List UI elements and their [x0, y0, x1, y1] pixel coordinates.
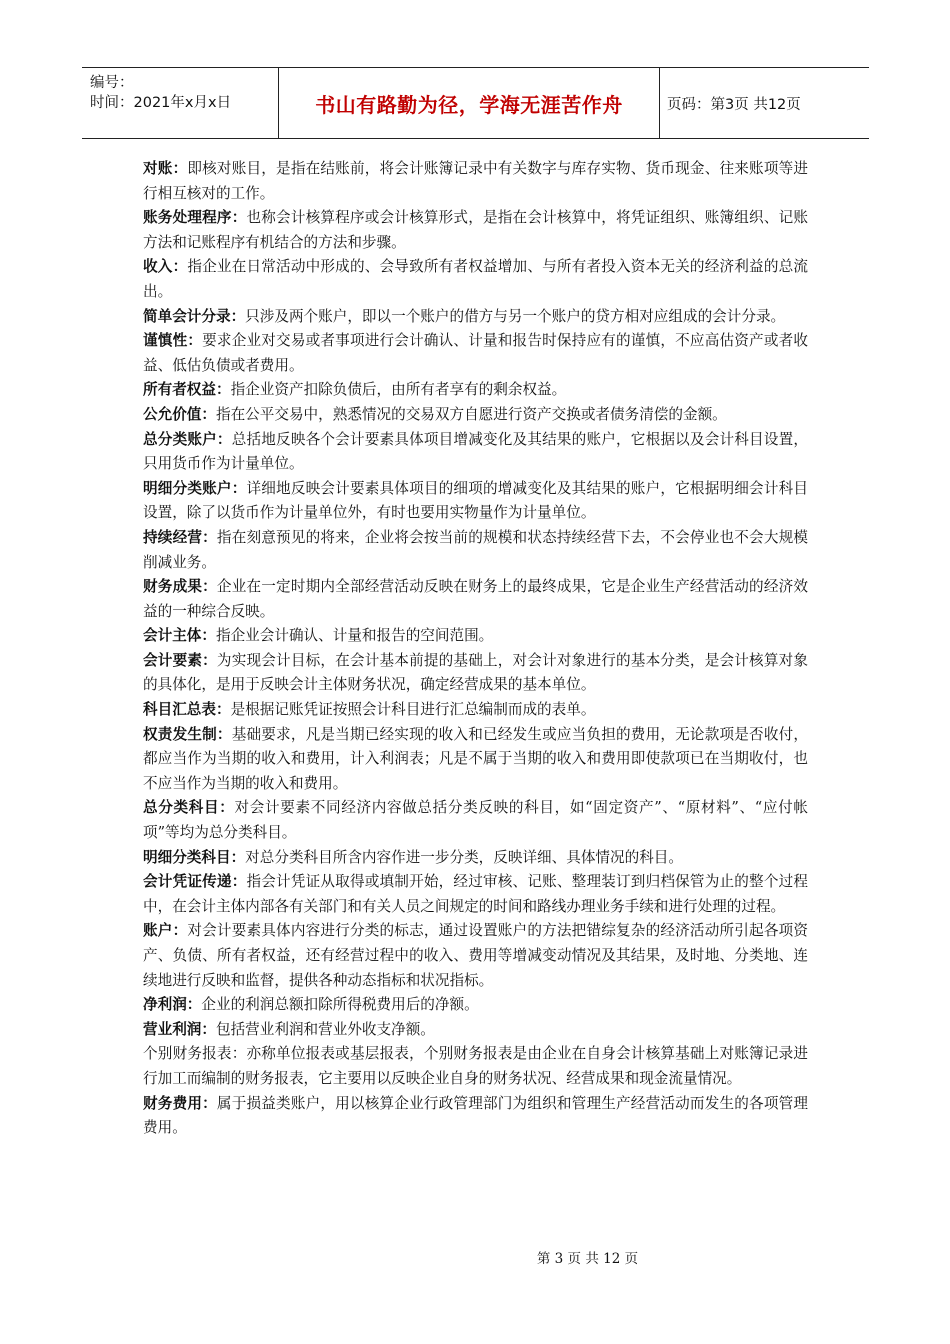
page-footer [0, 1247, 950, 1267]
glossary-entry [143, 796, 808, 845]
glossary-entry [143, 1092, 808, 1141]
footer-page-number: 第 3 页 共 12 页 [536, 1251, 639, 1267]
glossary-entry [143, 403, 808, 428]
glossary-entry [143, 157, 808, 206]
glossary-term: 权责发生制： [143, 725, 232, 743]
glossary-entry [143, 870, 808, 919]
glossary-definition: 总括地反映各个会计要素具体项目增减变化及其结果的账户，它根据以及会计科目设置，只用货币作为计量单位。 [143, 430, 808, 473]
glossary-term: 会计主体： [143, 627, 216, 645]
glossary-definition: 即核对账目，是指在结账前，将会计账簿记录中有关数字与库存实物、货币现金、往来账项等进行相互核对的工作。 [143, 160, 808, 202]
glossary-term: 所有者权益： [143, 381, 231, 399]
glossary-entry [143, 993, 808, 1018]
glossary-definition: 个别财务报表：亦称单位报表或基层报表，个别财务报表是由企业在自身会计核算基础上对账簿记录进行加工而编制的财务报表，它主要用以反映企业自身的财务状况、经营成果和现金流量情况。 [143, 1045, 808, 1087]
glossary-definition: 指在公平交易中，熟悉情况的交易双方自愿进行资产交换或者债务清偿的金额。 [215, 405, 727, 423]
glossary-entry [143, 526, 808, 575]
glossary-definition: 包括营业利润和营业外收支净额。 [215, 1020, 435, 1038]
glossary-entry [143, 1042, 808, 1091]
header-info-cell [82, 68, 278, 138]
glossary-term: 账户： [143, 922, 188, 940]
glossary-entry [143, 649, 808, 698]
glossary-definition: 指会计凭证从取得或填制开始，经过审核、记账、整理装订到归档保管为止的整个过程中，在会计主体内部各有关部门和有关人员之间规定的时间和路线办理业务手续和进行处理的过程。 [143, 873, 808, 915]
glossary-entry [143, 206, 808, 255]
glossary-term: 会计凭证传递： [143, 873, 247, 891]
glossary-definition: 要求企业对交易或者事项进行会计确认、计量和报告时保持应有的谨慎，不应高估资产或者收益、低估负债或者费用。 [143, 332, 808, 374]
glossary-entry [143, 305, 808, 330]
motto-text: 书山有路勤为径，学海无涯苦作舟 [315, 92, 623, 117]
glossary-definition: 只涉及两个账户，即以一个账户的借方与另一个账户的贷方相对应组成的会计分录。 [245, 307, 786, 325]
document-date-label: 时间：2021年x月x日 [90, 95, 232, 111]
glossary-entry [143, 428, 808, 477]
glossary-term: 简单会计分录： [143, 307, 246, 325]
glossary-entry [143, 846, 808, 871]
glossary-term: 总分类账户： [143, 430, 232, 448]
glossary-entry [143, 378, 808, 403]
glossary-term: 明细分类账户： [143, 479, 247, 497]
glossary-definition: 是根据记账凭证按照会计科目进行汇总编制而成的表单。 [230, 701, 596, 719]
glossary-entry [143, 698, 808, 723]
glossary-definition: 对会计要素具体内容进行分类的标志，通过设置账户的方法把错综复杂的经济活动所引起各项资产、负债、所有者权益，还有经营过程中的收入、费用等增减变动情况及其结果，及时地、分类地、连续地进行反映和监督，提供各种动态指标和状况指标。 [143, 922, 808, 989]
glossary-term: 营业利润： [143, 1020, 216, 1038]
glossary-definition: 指在刻意预见的将来，企业将会按当前的规模和状态持续经营下去，不会停业也不会大规模削减业务。 [143, 528, 808, 571]
header-motto-cell [278, 68, 660, 138]
header-page-cell [659, 68, 877, 138]
glossary-entry [143, 1018, 808, 1043]
glossary-term: 净利润： [143, 996, 202, 1014]
glossary-term: 持续经营： [143, 528, 217, 546]
glossary-term: 总分类科目： [143, 799, 235, 817]
glossary-entry [143, 477, 808, 526]
glossary-definition: 也称会计核算程序或会计核算形式，是指在会计核算中，将凭证组织、账簿组织、记账方法和记账程序有机结合的方法和步骤。 [143, 209, 808, 251]
glossary-term: 明细分类科目： [143, 848, 246, 866]
glossary-term: 收入： [143, 258, 188, 276]
glossary-term: 公允价值： [143, 405, 216, 423]
glossary-term: 科目汇总表： [143, 701, 231, 719]
glossary-definition: 详细地反映会计要素具体项目的细项的增减变化及其结果的账户，它根据明细会计科目设置，除了以货币作为计量单位外，有时也要用实物量作为计量单位。 [143, 479, 808, 522]
glossary-term: 谨慎性： [143, 332, 203, 350]
glossary-definition: 为实现会计目标，在会计基本前提的基础上，对会计对象进行的基本分类，是会计核算对象的具体化，是用于反映会计主体财务状况，确定经营成果的基本单位。 [143, 651, 808, 694]
glossary-entry [143, 624, 808, 649]
glossary-definition: 对会计要素不同经济内容做总括分类反映的科目，如“固定资产”、“原材料”、“应付帐项”等均为总分类科目。 [143, 799, 808, 842]
glossary-entry [143, 723, 808, 797]
glossary-definition: 基础要求，凡是当期已经实现的收入和已经发生或应当负担的费用，无论款项是否收付，都应当作为当期的收入和费用，计入利润表；凡是不属于当期的收入和费用即使款项已在当期收付，也不应当作为当期的收入和费用。 [143, 725, 808, 792]
glossary-definition: 企业在一定时期内全部经营活动反映在财务上的最终成果，它是企业生产经营活动的经济效益的一种综合反映。 [143, 578, 808, 620]
glossary-body [143, 157, 808, 1141]
document-number-label: 编号： [90, 75, 134, 91]
glossary-definition: 指企业会计确认、计量和报告的空间范围。 [215, 627, 494, 645]
glossary-term: 账务处理程序： [143, 209, 247, 227]
glossary-term: 对账： [143, 160, 188, 177]
glossary-term: 会计要素： [143, 651, 217, 669]
glossary-definition: 属于损益类账户，用以核算企业行政管理部门为组织和管理生产经营活动而发生的各项管理费用。 [143, 1094, 808, 1137]
glossary-definition: 企业的利润总额扣除所得税费用后的净额。 [201, 996, 479, 1014]
glossary-definition: 对总分类科目所含内容作进一步分类，反映详细、具体情况的科目。 [245, 848, 683, 866]
glossary-definition: 指企业在日常活动中形成的、会导致所有者权益增加、与所有者投入资本无关的经济利益的总流出。 [143, 258, 808, 300]
glossary-entry [143, 329, 808, 378]
glossary-entry [143, 919, 808, 993]
glossary-term: 财务成果： [143, 578, 217, 596]
glossary-entry [143, 575, 808, 624]
glossary-entry [143, 255, 808, 304]
glossary-definition: 指企业资产扣除负债后，由所有者享有的剩余权益。 [230, 381, 567, 399]
glossary-term: 财务费用： [143, 1094, 217, 1112]
page-header [82, 67, 869, 139]
page-number-label: 页码：第3页 共12页 [667, 96, 801, 113]
